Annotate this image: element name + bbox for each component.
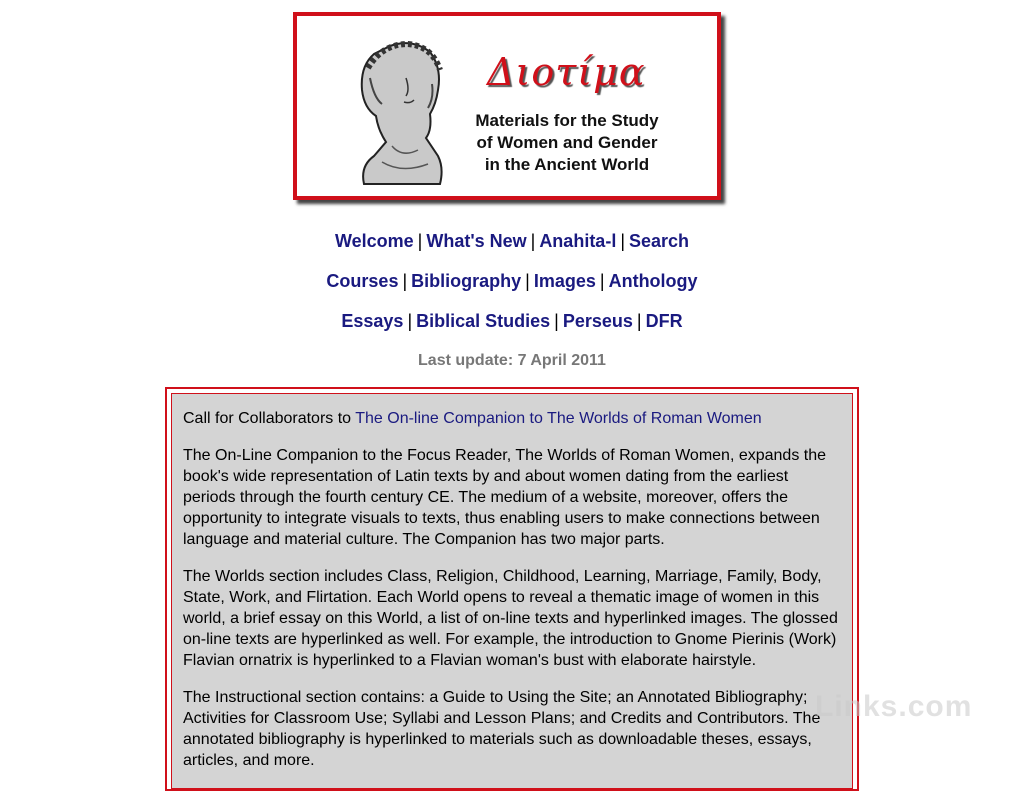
nav-separator: | [525, 271, 530, 291]
announcement-content [171, 393, 853, 789]
classical-bust-image [352, 38, 452, 188]
nav-row-1 [0, 231, 1024, 252]
nav-separator: | [417, 231, 423, 251]
nav-link-welcome[interactable]: Welcome [334, 231, 414, 251]
nav-link-anthology[interactable]: Anthology [608, 271, 698, 291]
nav-separator: | [407, 311, 413, 331]
nav-link-dfr[interactable]: DFR [645, 311, 683, 331]
nav-separator: | [599, 271, 605, 291]
nav-row-2 [0, 271, 1024, 292]
subtitle-line: of Women and Gender [476, 133, 658, 152]
paragraph-instructional: The Instructional section contains: a Guide to Using the Site; an Annotated Bibliography; Activities for Classroom Use; Syllabi and Lesson Plans; and Credits and Contributors. The annotated bibliography is hyperlinked to materials such as downloadable theses, essays, articles, and more. [183, 689, 821, 769]
paragraph-worlds: The Worlds section includes Class, Religion, Childhood, Learning, Marriage, Family, Body, State, Work, and Flirtation. Each World opens to reveal a thematic image of women in this world, a brief essay on this World, a list of on-line texts and hyperlinked images. The glossed on-line texts are hyperlinked as well. For example, the introduction to Gnome Pierinis (Work) Flavian ornatrix is hyperlinked to a Flavian woman's bust with elaborate hairstyle. [183, 568, 838, 669]
watermark: Links.com [815, 690, 973, 723]
last-update-text: Last update: 7 April 2011 [418, 352, 606, 369]
call-for-collaborators [183, 408, 842, 429]
companion-link[interactable]: The On-line Companion to The Worlds of Roman Women [355, 410, 762, 427]
nav-separator: | [530, 231, 536, 251]
nav-link-courses[interactable]: Courses [326, 271, 399, 291]
nav-separator: | [554, 311, 559, 331]
nav-separator: | [402, 271, 408, 291]
nav-link-biblical-studies[interactable]: Biblical Studies [416, 311, 551, 331]
paragraph-intro: The On-Line Companion to the Focus Reader, The Worlds of Roman Women, expands the book's wide representation of Latin texts by and about women dating from the earliest periods through the fourth century CE. The medium of a website, moreover, offers the opportunity to integrate visuals to texts, thus enabling users to make connections between language and material culture. The Companion has two major parts. [183, 447, 827, 548]
nav-link-essays[interactable]: Essays [341, 311, 404, 331]
nav-link-bibliography[interactable]: Bibliography [411, 271, 522, 291]
site-title-greek: Διοτίμα [487, 50, 646, 94]
subtitle-line: in the Ancient World [484, 155, 650, 174]
call-prefix: Call for Collaborators to [183, 410, 356, 427]
site-banner [293, 12, 721, 200]
subtitle-line: Materials for the Study [475, 111, 659, 130]
announcement-box [165, 387, 859, 791]
nav-link-images[interactable]: Images [533, 271, 596, 291]
nav-link-whats-new[interactable]: What's New [426, 231, 527, 251]
nav-separator: | [636, 311, 642, 331]
nav-row-3 [0, 311, 1024, 332]
site-subtitle [457, 110, 677, 176]
nav-link-perseus[interactable]: Perseus [562, 311, 633, 331]
nav-separator: | [620, 231, 626, 251]
nav-link-anahita[interactable]: Anahita-l [539, 231, 617, 251]
nav-link-search[interactable]: Search [629, 231, 690, 251]
